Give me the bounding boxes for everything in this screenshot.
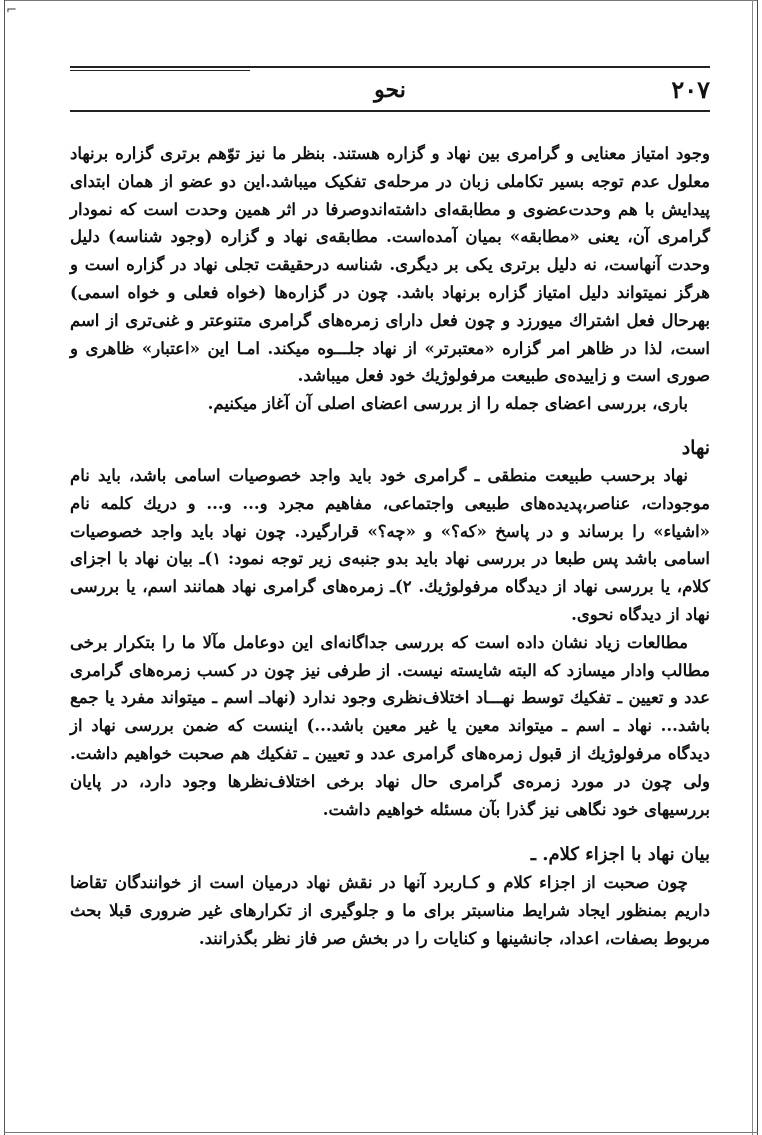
paragraph: چون صحبت از اجزاء کلام و کـاربرد آنها در نقش نهاد درمیان است از خوانندگان تقاضا داریم بمنظور ایجاد شرایط مناسبتر برای ما و جلوگیری از تکرارهای غیر ضروری قبلا بحث مربوط بصفات، اعداد، جانشینها و کنایات را در بخش صر فاز نظر بگذرانند.: [70, 873, 710, 948]
page-body: [70, 140, 710, 953]
corner-mark-icon: ⌐: [6, 3, 17, 18]
page-header: [70, 74, 710, 108]
page-number: ۲۰۷: [671, 75, 710, 104]
header-rule-top: [70, 66, 710, 68]
header-rule-top-short: [70, 70, 250, 71]
paragraph: وجود امتیاز معنایی و گرامری بین نهاد و گزاره هستند. بنظر ما نیز توّهم برتری گزاره برنهاد معلول عدم توجه بسیر تکاملی زبان در مرحله‌ی تفکیک میباشد.این دو عضو از همان ابتدای پیدایش با هم وحدت‌عضوی و مطابقه‌ای داشته‌اندوصرفا در اثر همین وحدت است که نمودار گرامری آن، یعنی «مطابقه» بمیان آمده‌است. مطابقه‌ی نهاد و گزاره (وجود شناسه) دلیل وحدت آنهاست، نه دلیل برتری یکی بر دیگری. شناسه درحقیقت تجلی نهاد در گزاره است و هرگز نمیتواند دلیل امتیاز گزاره برنهاد باشد. چون در گزاره‌ها (خواه فعلی و خواه اسمی) بهرحال فعل اشتراك میورزد و چون فعل دارای زمره‌های گرامری متنوعتر و غنی‌تری از اسم است، لذا در ظاهر امر گزاره «معتبرتر» از نهاد جلـــوه میکند. امـا این «اعتبار» ظاهری و صوری است و زاییده‌ی طبیعت مرفولوژیك خود فعل میباشد.: [70, 144, 710, 386]
paragraph: باری، بررسی اعضای جمله را از بررسی اعضای اصلی آن آغاز میکنیم.: [207, 394, 688, 414]
paragraph: نهاد برحسب طبیعت منطقی ـ گرامری خود باید واجد خصوصیات اسامی باشد، باید نام موجودات، عناصر،پدیده‌های طبیعی واجتماعی، مفاهیم مجرد و... و... و دریك کلمه نام «اشیاء» را برساند و در پاسخ «که؟» و «چه؟» قرارگیرد. چون نهاد باید واجد خصوصیات اسامی باشد پس طبعا در بررسی نهاد باید بدو جنبه‌ی زیر توجه نمود: ۱)ـ بیان نهاد با اجزای کلام، یا بررسی نهاد از دیدگاه مرفولوژیك. ۲)ـ زمره‌های گرامری نهاد همانند اسم، یا بررسی نهاد از دیدگاه نحوی.: [70, 465, 710, 624]
running-title: نحو: [374, 77, 406, 103]
paragraph: مطالعات زیاد نشان داده است که بررسی جداگانه‌ای این دوعامل مآلا ما را بتکرار برخی مطالب وادار میسازد که البته شایسته نیست. از طرفی نیز چون در کسب زمره‌های گرامری عدد و تعیین ـ تفکیك توسط نهـــاد اختلاف‌نظری وجود ندارد (نهادـ اسم ـ میتواند مفرد یا جمع باشد... نهاد ـ اسم ـ میتواند معین یا غیر معین باشد...) اینست که ضمن بررسی نهاد از دیدگاه مرفولوژیك از قبول زمره‌های گرامری عدد و تعیین ـ تفکیك هم صحبت خواهیم داشت. ولی چون در مورد زمره‌ی گرامری حال نهاد برخی اختلاف‌نظرها وجود دارد، در پایان بررسیهای خود نگاهی نیز گذرا بآن مسئله خواهیم داشت.: [70, 632, 710, 819]
page-frame-right: [757, 0, 758, 1135]
section-heading-bayan: بیان نهاد با اجزاء کلام. ـ: [530, 844, 710, 866]
page-frame-bottom: [4, 1132, 758, 1133]
page-frame-right-inner: [752, 0, 753, 1135]
header-rule-bottom: [70, 110, 710, 112]
section-heading-nahad: نهاد: [681, 436, 710, 459]
page-frame-top: [4, 0, 758, 1]
page-frame-left: [4, 0, 5, 1135]
